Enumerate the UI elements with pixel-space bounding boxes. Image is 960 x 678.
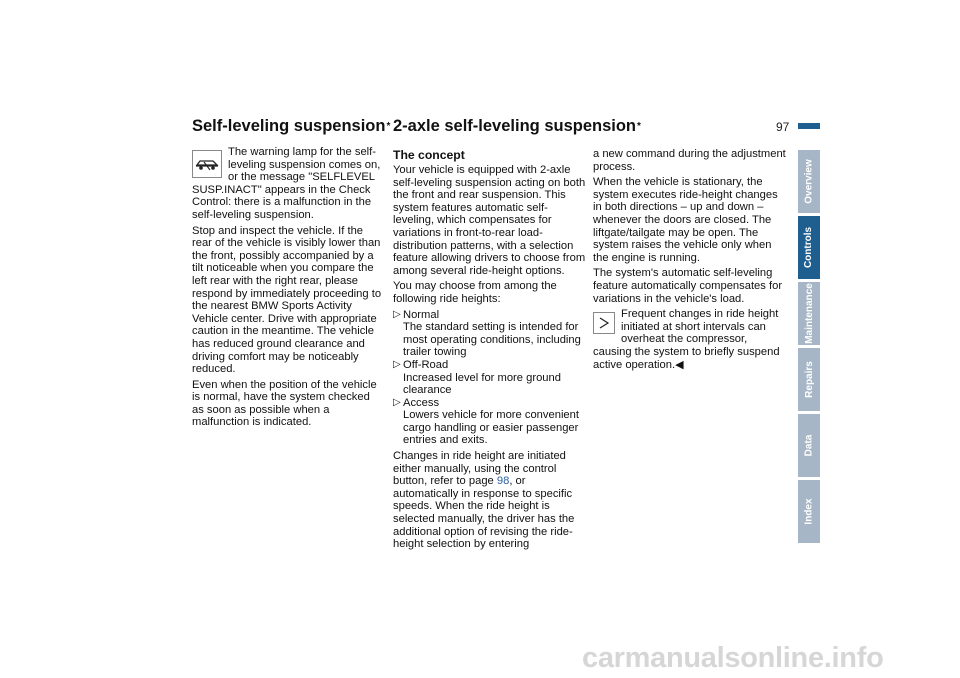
left-column [192, 146, 384, 432]
chapter-tabs [798, 150, 820, 546]
option-description: Increased level for more ground clearance [403, 371, 561, 397]
tab-controls[interactable]: Controls [798, 216, 820, 279]
tab-data[interactable]: Data [798, 414, 820, 477]
note-triangle-icon [593, 312, 615, 334]
concept-paragraph: Your vehicle is equipped with 2-axle self-leveling suspension acting on both the front and rear suspension. This system features automatic self-leveling, which compensates for variations in front-to-rear load-distribution patterns, with a selection feature allowing drivers to choose from among several ride-height options. [393, 164, 586, 277]
ride-height-options [393, 309, 586, 448]
section-heading-2-axle: 2-axle self-leveling suspension* [393, 117, 641, 135]
bullet-arrow-icon: ▷ [393, 358, 401, 370]
option-label: Normal [403, 308, 440, 321]
compressor-note: Frequent changes in ride height initiated at short intervals can overheat the compressor, causing the system to briefly suspend active operation.◀ [593, 308, 780, 371]
check-paragraph: Even when the position of the vehicle is normal, have the system checked as soon as possible when a malfunction is indicated. [192, 378, 377, 429]
option-description: The standard setting is intended for most operating conditions, including trailer towing [403, 321, 581, 359]
option-description: Lowers vehicle for more convenient cargo handling or easier passenger entries and exits. [403, 409, 579, 447]
section-heading-self-leveling: Self-leveling suspension* [192, 117, 391, 135]
option-label: Access [403, 396, 440, 409]
concept-subheading: The concept [393, 148, 465, 162]
list-item [393, 359, 586, 397]
page-link-98[interactable]: 98 [496, 475, 510, 488]
middle-column [393, 148, 586, 554]
option-label: Off-Road [403, 358, 449, 371]
self-leveling-warning-lamp-icon [192, 150, 222, 178]
watermark: carmanualsonline.info [582, 642, 884, 674]
bullet-arrow-icon: ▷ [393, 396, 401, 408]
page-number: 97 [776, 120, 790, 134]
load-paragraph: The system's automatic self-leveling feature automatically compensates for variations in the vehicle's load. [593, 267, 783, 305]
list-item [393, 309, 586, 359]
end-mark: ◀ [675, 358, 684, 371]
adjustment-paragraph: a new command during the adjustment process. [593, 148, 786, 173]
right-column [593, 148, 786, 374]
tab-overview[interactable]: Overview [798, 150, 820, 213]
tab-index[interactable]: Index [798, 480, 820, 543]
ride-height-intro: You may choose from among the following ride heights: [393, 280, 557, 305]
list-item [393, 397, 586, 447]
inspect-paragraph: Stop and inspect the vehicle. If the rear of the vehicle is visibly lower than the front, possibly accompanied by a tilt noticeable when you compare the left rear with the right rear, please respond by immediately proceeding to the nearest BMW Sports Activity Vehicle center. Drive with appropriate caution in the meantime. The vehicle has reduced ground clearance and driving comfort may be noticeably reduced. [192, 224, 382, 376]
tab-repairs[interactable]: Repairs [798, 348, 820, 411]
page-marker [798, 123, 820, 129]
tab-maintenance[interactable]: Maintenance [798, 282, 820, 345]
warning-paragraph: The warning lamp for the self-leveling suspension comes on, or the message "SELFLEVEL SUSP.INACT" appears in the Check Control: there is a malfunction in the self-leveling suspension. [192, 146, 381, 221]
stationary-paragraph: When the vehicle is stationary, the system executes ride-height changes in both directions – up and down – whenever the doors are closed. The liftgate/tailgate may be open. The system raises the vehicle only when the engine is running. [593, 176, 778, 264]
bullet-arrow-icon: ▷ [393, 308, 401, 320]
changes-paragraph: Changes in ride height are initiated either manually, using the control button, refer to page 98, or automatically in response to specific speeds. When the ride height is selected manually, the driver has the additional option of revising the ride-height selection by entering [393, 450, 575, 551]
